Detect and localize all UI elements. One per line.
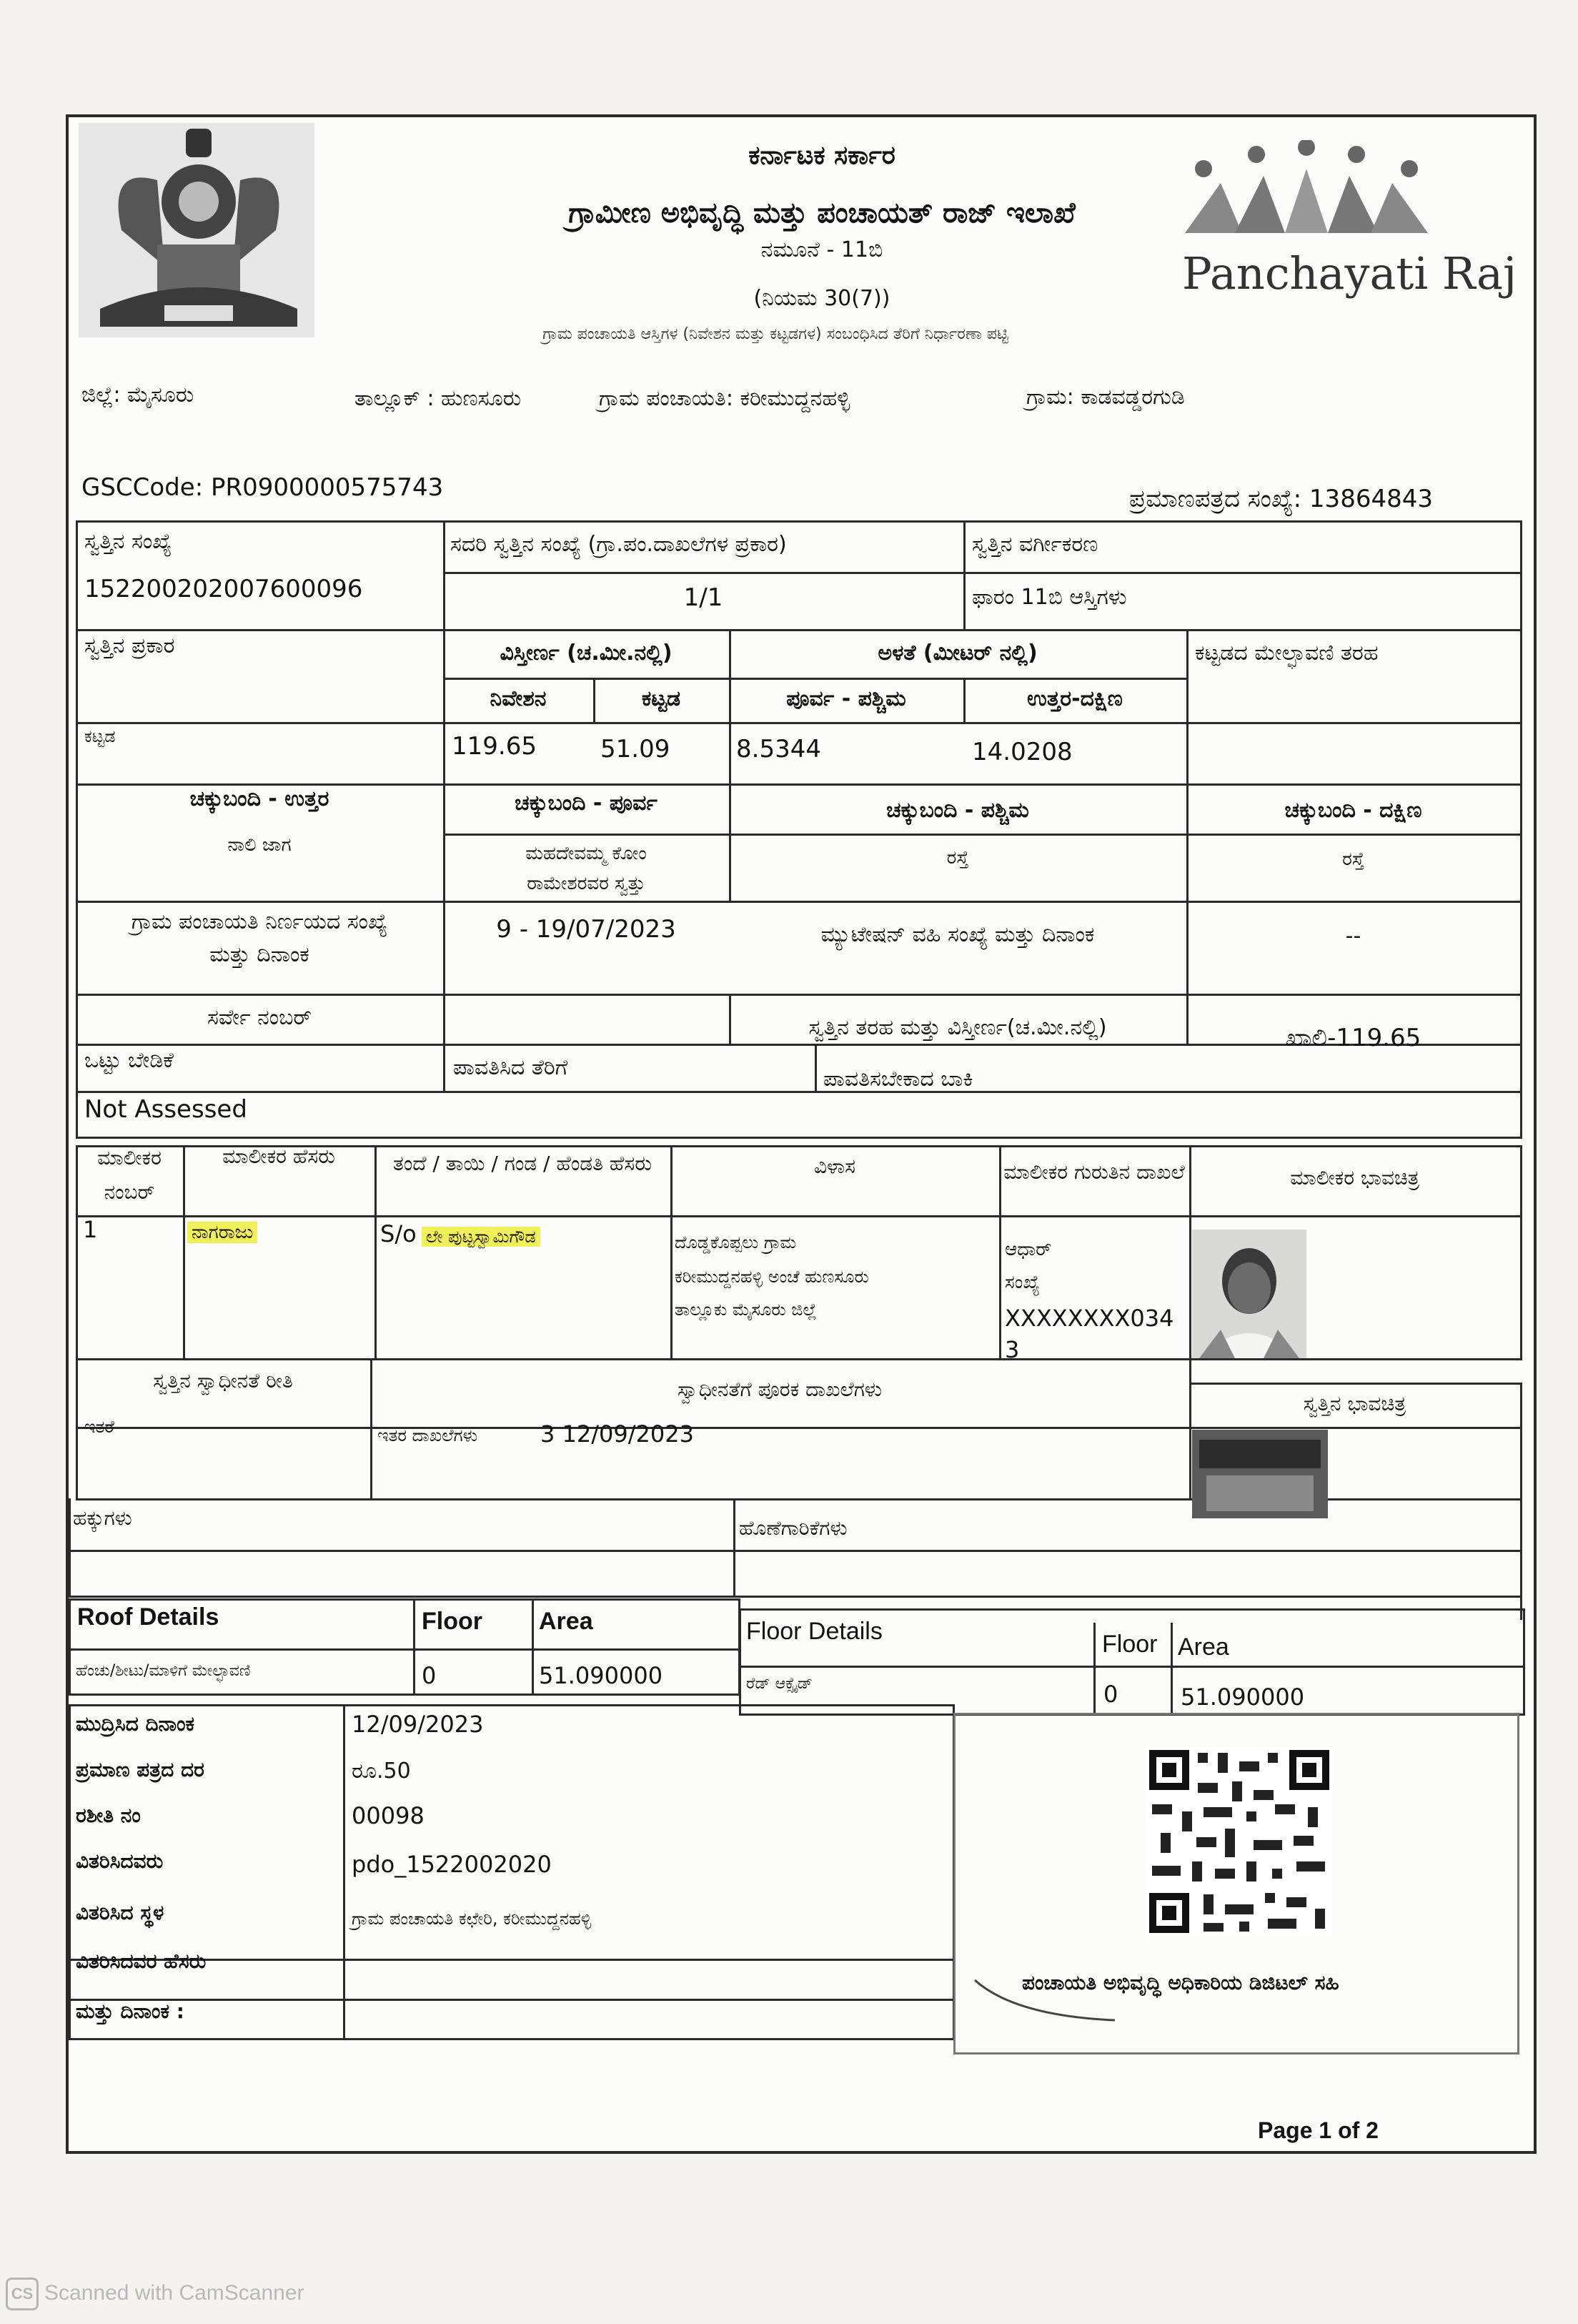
property-area-label: ಸ್ವತ್ತಿನ ತರಹ ಮತ್ತು ವಿಸ್ತೀರ್ಣ(ಚ.ಮೀ.ನಲ್ಲಿ) xyxy=(808,1015,1107,1040)
possession-method: ಇತರೆ xyxy=(84,1417,114,1437)
boundary-south-label: ಚಕ್ಕುಬಂದಿ - ದಕ್ಷಿಣ xyxy=(1284,798,1422,823)
id-number-label: ಸಂಖ್ಯೆ xyxy=(1005,1272,1040,1293)
east-west-label: ಪೂರ್ವ - ಪಶ್ಚಿಮ xyxy=(786,686,906,711)
district: ಜಿಲ್ಲೆ: ಮೈಸೂರು xyxy=(81,382,194,407)
balance-label: ಪಾವತಿಸಬೇಕಾದ ಬಾಕಿ xyxy=(823,1067,973,1092)
north-south-label: ಉತ್ತರ-ದಕ್ಷಿಣ xyxy=(1027,686,1123,711)
roof-area-label: Area xyxy=(539,1608,593,1635)
east-west-value: 8.5344 xyxy=(736,735,821,763)
survey-number-label: ಸರ್ವೇ ನಂಬರ್ xyxy=(207,1005,312,1030)
issuer-name-label: ವಿತರಿಸಿದವರ ಹೆಸರು xyxy=(76,1949,207,1973)
mutation-label: ಮ್ಯುಟೇಷನ್ ವಹಿ ಸಂಖ್ಯೆ ಮತ್ತು ದಿನಾಂಕ xyxy=(820,922,1095,947)
floor-details-label: Floor Details xyxy=(746,1618,883,1645)
boundary-west: ರಸ್ತೆ xyxy=(946,847,969,869)
property-photo-label: ಸ್ವತ್ತಿನ ಭಾವಚಿತ್ರ xyxy=(1303,1392,1406,1415)
fee-label: ಪ್ರಮಾಣ ಪತ್ರದ ದರ xyxy=(76,1758,204,1781)
form-subtitle: ಗ್ರಾಮ ಪಂಚಾಯತಿ ಆಸ್ತಿಗಳ (ನಿವೇಶನ ಮತ್ತು ಕಟ್ಟಡಗಳ) ಸಂಬಂಧಿಸಿದ ತೆರಿಗೆ ನಿರ್ಧಾರಣಾ ಪಟ್ಟಿ xyxy=(542,325,1008,343)
property-type: ಕಟ್ಟಡ xyxy=(84,726,116,746)
possession-docs-label: ಸ್ವಾಧೀನತೆಗೆ ಪೂರಕ ದಾಖಲೆಗಳು xyxy=(678,1378,882,1401)
building-label: ಕಟ್ಟಡ xyxy=(641,686,681,711)
classification-label: ಸ್ವತ್ತಿನ ವರ್ಗೀಕರಣ xyxy=(972,532,1098,557)
boundary-west-label: ಚಕ್ಕುಬಂದಿ - ಪಶ್ಚಿಮ xyxy=(886,798,1029,823)
possession-docs-prefix: ಇತರ ದಾಖಲೆಗಳು xyxy=(377,1425,478,1445)
gsc-code: GSCCode: PR0900000575743 xyxy=(81,473,444,502)
possession-docs: 3 12/09/2023 xyxy=(540,1420,694,1448)
issue-place: ಗ್ರಾಮ ಪಂಚಾಯತಿ ಕಛೇರಿ, ಕರೀಮುದ್ದನಹಳ್ಳಿ xyxy=(352,1909,592,1929)
address-line-2: ಕರೀಮುದ್ದನಹಳ್ಳಿ ಅಂಚೆ ಹುಣಸೂರು xyxy=(675,1267,869,1287)
property-number: 152200202007600096 xyxy=(84,575,363,603)
receipt-label: ರಶೀತಿ ನಂ xyxy=(76,1804,141,1827)
gp-number-label: ಸದರಿ ಸ್ವತ್ತಿನ ಸಂಖ್ಯೆ (ಗ್ರಾ.ಪಂ.ದಾಖಲೆಗಳ ಪ್ರಕಾರ) xyxy=(450,532,787,557)
building-area: 51.09 xyxy=(600,735,670,763)
boundary-east-line-1: ಮಹದೇವಮ್ಮ ಕೋಂ xyxy=(525,843,647,864)
address-line-1: ದೊಡ್ಡಕೊಪ್ಪಲು ಗ್ರಾಮ xyxy=(675,1232,797,1252)
page-number: Page 1 of 2 xyxy=(1258,2117,1379,2143)
gov-title: ಕರ್ನಾಟಕ ಸರ್ಕಾರ xyxy=(748,141,895,170)
id-number: XXXXXXXX034 xyxy=(1005,1305,1174,1332)
roof-floor: 0 xyxy=(422,1662,437,1689)
roof-floor-label: Floor xyxy=(422,1608,482,1635)
boundary-north-label: ಚಕ್ಕುಬಂದಿ - ಉತ್ತರ xyxy=(189,786,329,811)
mutation-value: -- xyxy=(1345,924,1361,949)
owner-name-label: ಮಾಲೀಕರ ಹೆಸರು xyxy=(222,1144,335,1168)
receipt-number: 00098 xyxy=(352,1802,425,1829)
print-date-label: ಮುದ್ರಿಸಿದ ದಿನಾಂಕ xyxy=(76,1712,195,1736)
panchayati-raj-logo-icon xyxy=(1178,140,1435,247)
property-photo-icon xyxy=(1192,1430,1328,1518)
camscanner-logo-icon: CS xyxy=(6,2278,39,2310)
relation-label: ತಂದೆ / ತಾಯಿ / ಗಂಡ / ಹೆಂಡತಿ ಹೆಸರು xyxy=(393,1152,652,1175)
property-type-label: ಸ್ವತ್ತಿನ ಪ್ರಕಾರ xyxy=(84,633,175,658)
karnataka-emblem-icon xyxy=(79,123,314,337)
address-label: ವಿಳಾಸ xyxy=(813,1154,856,1178)
owner-number: 1 xyxy=(83,1216,98,1243)
resolution-value: 9 - 19/07/2023 xyxy=(496,915,676,944)
floor-type: ರೆಡ್ ಆಕ್ಸೈಡ್ xyxy=(746,1675,813,1693)
rule-number: (ನಿಯಮ 30(7)) xyxy=(753,286,890,311)
certificate-number: ಪ್ರಮಾಣಪತ್ರದ ಸಂಖ್ಯೆ: 13864843 xyxy=(1129,485,1433,513)
boundary-north: ನಾಲಿ ಜಾಗ xyxy=(227,834,292,856)
issue-date-label: ಮತ್ತು ದಿನಾಂಕ : xyxy=(76,1999,184,2023)
scanner-watermark: Scanned with CamScanner xyxy=(44,2281,304,2305)
id-type: ಆಧಾರ್ xyxy=(1005,1239,1052,1260)
floor-floor: 0 xyxy=(1103,1681,1118,1708)
roof-details-label: Roof Details xyxy=(77,1603,219,1631)
print-date: 12/09/2023 xyxy=(352,1711,484,1738)
total-demand-value: Not Assessed xyxy=(84,1095,247,1124)
owner-photo-icon xyxy=(1192,1230,1306,1358)
liabilities-label: ಹೊಣೆಗಾರಿಕೆಗಳು xyxy=(739,1516,848,1540)
floor-area-label: Area xyxy=(1178,1633,1229,1661)
roof-area: 51.090000 xyxy=(539,1662,663,1689)
area-label: ವಿಸ್ತೀರ್ಣ (ಚ.ಮೀ.ನಲ್ಲಿ) xyxy=(500,641,673,666)
address-line-3: ತಾಲ್ಲೂಕು ಮೈಸೂರು ಜಿಲ್ಲೆ xyxy=(675,1300,817,1320)
resolution-label-line-1: ಗ್ರಾಮ ಪಂಚಾಯತಿ ನಿರ್ಣಯದ ಸಂಖ್ಯೆ xyxy=(131,909,388,934)
panchayati-raj-logo-text: Panchayati Raj xyxy=(1182,247,1517,300)
relation-prefix: S/o xyxy=(380,1220,417,1247)
owner-name: ನಾಗರಾಜು xyxy=(187,1220,257,1245)
id-document-label: ಮಾಲೀಕರ ಗುರುತಿನ ದಾಖಲೆ xyxy=(1003,1160,1185,1184)
qr-code-icon xyxy=(1146,1747,1332,1936)
fee: ರೂ.50 xyxy=(352,1759,411,1784)
resolution-label-line-2: ಮತ್ತು ದಿನಾಂಕ xyxy=(209,942,309,967)
taluk: ತಾಲ್ಲೂಕ್ : ಹುಣಸೂರು xyxy=(354,386,522,411)
gram-panchayat: ಗ್ರಾಮ ಪಂಚಾಯತಿ: ಕರೀಮುದ್ದನಹಳ್ಳಿ xyxy=(599,386,850,411)
form-number: ನಮೂನೆ - 11ಬಿ xyxy=(760,237,883,262)
site-label: ನಿವೇಶನ xyxy=(490,686,547,711)
boundary-east-line-2: ರಾಮೇಶರವರ ಸ್ವತ್ತು xyxy=(527,873,645,894)
rights-label: ಹಕ್ಕುಗಳು xyxy=(73,1506,132,1530)
floor-area: 51.090000 xyxy=(1181,1683,1305,1711)
property-number-label: ಸ್ವತ್ತಿನ ಸಂಖ್ಯೆ xyxy=(84,529,172,554)
north-south-value: 14.0208 xyxy=(972,738,1073,766)
gp-number: 1/1 xyxy=(683,583,723,612)
possession-method-label: ಸ್ವತ್ತಿನ ಸ್ವಾಧೀನತೆ ರೀತಿ xyxy=(153,1369,293,1393)
roof-type-label: ಕಟ್ಟಡದ ಮೇಲ್ಛಾವಣಿ ತರಹ xyxy=(1195,641,1379,666)
roof-type: ಹೆಂಚು/ಶೀಟು/ಮಾಳಿಗೆ ಮೇಲ್ಛಾವಣಿ xyxy=(76,1662,251,1680)
issuer: pdo_1522002020 xyxy=(352,1851,552,1878)
floor-floor-label: Floor xyxy=(1102,1631,1158,1658)
owner-number-label: ಮಾಲೀಕರ ನಂಬರ್ xyxy=(97,1146,162,1204)
total-demand-label: ಒಟ್ಟು ಬೇಡಿಕೆ xyxy=(84,1048,174,1073)
digital-signature-label: ಪಂಚಾಯತಿ ಅಭಿವೃದ್ಧಿ ಅಧಿಕಾರಿಯ ಡಿಜಿಟಲ್ ಸಹಿ xyxy=(1022,1971,1339,1994)
relation-name: ಲೇ ಪುಟ್ಟಸ್ವಾಮಿಗೌಡ xyxy=(422,1224,540,1250)
property-area-value: ಖಾಲಿ-119.65 xyxy=(1285,1024,1421,1052)
boundary-south: ರಸ್ತೆ xyxy=(1342,849,1364,870)
tax-paid-label: ಪಾವತಿಸಿದ ತೆರಿಗೆ xyxy=(453,1055,568,1080)
issuer-label: ವಿತರಿಸಿದವರು xyxy=(76,1849,164,1873)
classification: ಫಾರಂ 11ಬಿ ಆಸ್ತಿಗಳು xyxy=(972,585,1127,610)
site-area: 119.65 xyxy=(452,732,537,761)
dept-title: ಗ್ರಾಮೀಣ ಅಭಿವೃದ್ಧಿ ಮತ್ತು ಪಂಚಾಯತ್ ರಾಜ್ ಇಲಾಖೆ xyxy=(568,197,1076,229)
measurement-label: ಅಳತೆ (ಮೀಟರ್ ನಲ್ಲಿ) xyxy=(878,641,1038,666)
issue-place-label: ವಿತರಿಸಿದ ಸ್ಥಳ xyxy=(76,1901,164,1924)
boundary-east-label: ಚಕ್ಕುಬಂದಿ - ಪೂರ್ವ xyxy=(515,791,658,816)
id-number-suffix: 3 xyxy=(1005,1336,1020,1363)
village: ಗ್ರಾಮ: ಕಾಡವಡ್ಡರಗುಡಿ xyxy=(1026,385,1185,410)
owner-photo-label: ಮಾಲೀಕರ ಭಾವಚಿತ್ರ xyxy=(1290,1166,1419,1190)
